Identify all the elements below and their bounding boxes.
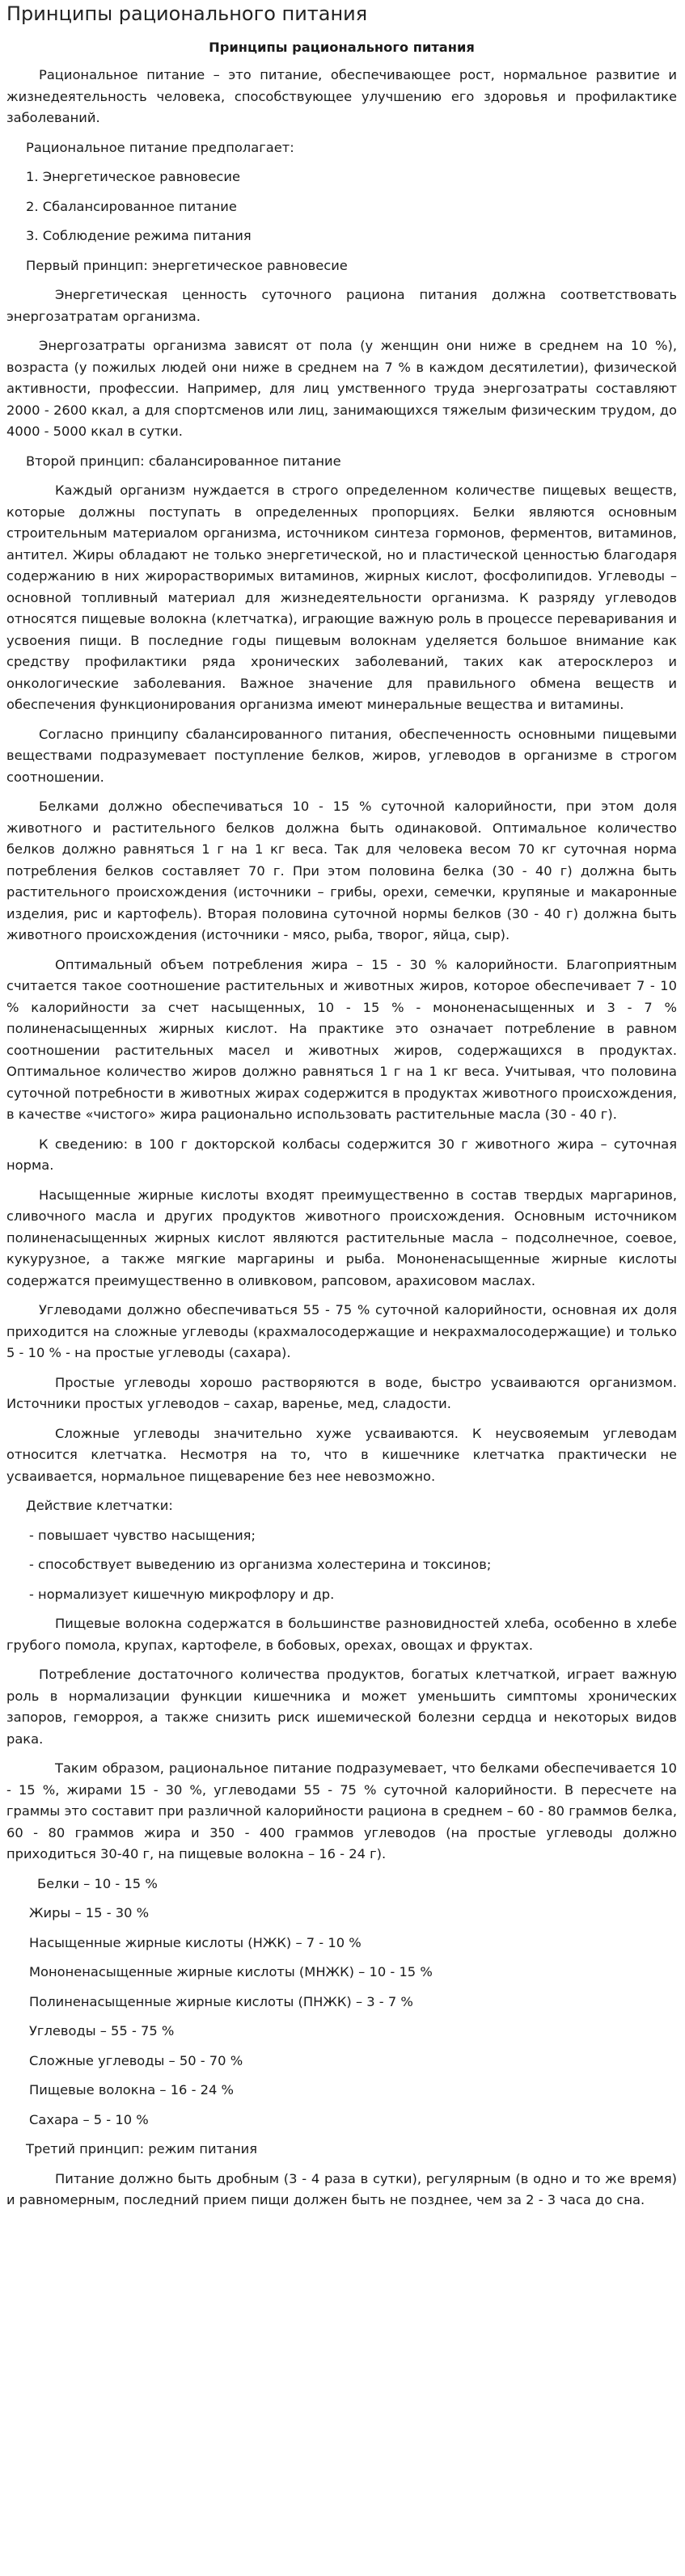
paragraph-simple-carbs: Простые углеводы хорошо растворяются в воде, быстро усваиваются организмом. Источники простых углеводов – сахар, варенье, мед, сладости. — [6, 1374, 677, 1411]
list-item-principle-2: 2. Сбалансированное питание — [26, 198, 237, 214]
paragraph-energy-costs: Энергозатраты организма зависят от пола (у женщин они ниже в среднем на 10 %), возраста (у пожилых людей они ниже в среднем на 7 % в каждом десятилетии), физической активности, профессии. Например, для лиц умственного труда энергозатраты составляют 2000 - 2600 ккал, а для спортсменов или лиц, занимающихся тяжелым физическим трудом, до 4000 - 5000 ккал в сутки. — [6, 338, 677, 439]
paragraph-complex-carbs: Сложные углеводы значительно хуже усваиваются. К неусвояемым углеводам относится клетчатка. Несмотря на то, что в кишечнике клетчатка практически не усваивается, нормальное пищеварение без нее невозможно. — [6, 1425, 677, 1484]
list-item-fiber-satiety: - повышает чувство насыщения; — [29, 1527, 256, 1543]
paragraph-fatty-acids: Насыщенные жирные кислоты входят преимущественно в состав твердых маргаринов, сливочного масла и других продуктов животного происхождения. Основным источником полиненасыщенных жирных кислот являются растительные масла – подсолнечное, соевое, кукурузное, а также мягкие маргарины и рыба. Мононенасыщенные жирные кислоты содержатся преимущественно в оливковом, рапсовом, арахисовом маслах. — [6, 1187, 677, 1288]
list-item-complex-carbs: Сложные углеводы – 50 - 70 % — [29, 2052, 243, 2068]
list-item-sugars: Сахара – 5 - 10 % — [29, 2111, 149, 2127]
paragraph-fiber-sources: Пищевые волокна содержатся в большинстве разновидностей хлеба, особенно в хлебе грубого помола, крупах, картофеле, в бобовых, орехах, овощах и фруктах. — [6, 1616, 677, 1653]
list-item-pnzhk: Полиненасыщенные жирные кислоты (ПНЖК) – 3 - 7 % — [29, 1993, 413, 2009]
paragraph-summary: Таким образом, рациональное питание подразумевает, что белками обеспечивается 10 - 15 %, жирами 15 - 30 %, углеводами 55 - 75 % суточной калорийности. В пересчете на граммы это составит при различной калорийности рациона в среднем – 60 - 80 граммов белка, 60 - 80 граммов жира и 350 - 400 граммов углеводов (на простые углеводы должно приходиться 30-40 г, на пищевые волокна – 16 - 24 г). — [6, 1760, 677, 1861]
list-item-mnzhk: Мононенасыщенные жирные кислоты (МНЖК) – 10 - 15 % — [29, 1964, 433, 1979]
article-body — [6, 65, 677, 2211]
article-title: Принципы рационального питания — [209, 40, 475, 55]
paragraph-energy-value: Энергетическая ценность суточного рациона питания должна соответствовать энергозатратам организма. — [6, 287, 677, 324]
paragraph-intro: Рациональное питание – это питание, обеспечивающее рост, нормальное развитие и жизнедеятельность человека, способствующее улучшению его здоровья и профилактике заболеваний. — [6, 67, 677, 125]
list-item-dietary-fiber: Пищевые волокна – 16 - 24 % — [29, 2082, 234, 2097]
paragraph-nutrients: Каждый организм нуждается в строго определенном количестве пищевых веществ, которые должны поступать в определенных пропорциях. Белки являются основным строительным материалом организма, источником синтеза гормонов, ферментов, витаминов, антител. Жиры обладают не только энергетической, но и пластической ценностью благодаря содержанию в них жирорастворимых витаминов, жирных кислот, фосфолипидов. Углеводы – основной топливный материал для жизнедеятельности организма. К разряду углеводов относятся пищевые волокна (клетчатка), играющие важную роль в процессе переваривания и усвоения пищи. В последние годы пищевым волокнам уделяется большое внимание как средству профилактики ряда хронических заболеваний, таких как атеросклероз и онкологические заболевания. Важное значение для правильного обмена веществ и обеспечения функционирования организма имеют минеральные вещества и витамины. — [6, 483, 677, 712]
section-heading-third-principle: Третий принцип: режим питания — [26, 2141, 258, 2157]
list-item-fiber-cholesterol: - способствует выведению из организма холестерина и токсинов; — [29, 1557, 492, 1572]
paragraph-note-sausage: К сведению: в 100 г докторской колбасы содержится 30 г животного жира – суточная норма. — [6, 1136, 677, 1173]
section-heading-second-principle: Второй принцип: сбалансированное питание — [26, 453, 341, 469]
list-item-fats: Жиры – 15 - 30 % — [29, 1905, 150, 1920]
section-heading-first-principle: Первый принцип: энергетическое равновесие — [26, 257, 348, 273]
document-title: Принципы рационального питания — [6, 2, 368, 25]
paragraph-fats: Оптимальный объем потребления жира – 15 - 30 % калорийности. Благоприятным считается такое соотношение растительных и животных жиров, которое обеспечивает 7 - 10 % калорийности за счет насыщенных, 10 - 15 % - мононенасыщенных и 3 - 7 % полиненасыщенных жирных кислот. На практике это означает потребление в равном соотношении растительных масел и животных жиров, содержащихся в продуктах. Оптимальное количество жиров должно равняться 1 г на 1 кг веса. Учитывая, что половина суточной потребности в животных жирах содержится в продуктах животного происхождения, в качестве «чистого» жира рационально использовать растительные масла (30 - 40 г). — [6, 956, 677, 1122]
list-item-principle-1: 1. Энергетическое равновесие — [26, 169, 240, 184]
paragraph-meal-regime: Питание должно быть дробным (3 - 4 раза в сутки), регулярным (в одно и то же время) и равномерным, последний прием пищи должен быть не позднее, чем за 2 - 3 часа до сна. — [6, 2170, 677, 2207]
paragraph-assumes: Рациональное питание предполагает: — [26, 139, 294, 155]
list-item-proteins: Белки – 10 - 15 % — [37, 1875, 158, 1891]
list-item-carbohydrates: Углеводы – 55 - 75 % — [29, 2023, 175, 2038]
list-item-fiber-microflora: - нормализует кишечную микрофлору и др. — [29, 1586, 335, 1602]
paragraph-balance: Согласно принципу сбалансированного питания, обеспеченность основными пищевыми веществами подразумевает поступление белков, жиров, углеводов в организме в строгом соотношении. — [6, 726, 677, 785]
paragraph-fiber-benefits: Потребление достаточного количества продуктов, богатых клетчаткой, играет важную роль в нормализации функции кишечника и может уменьшить симптомы хронических запоров, геморроя, а также снизить риск ишемической болезни сердца и некоторых видов рака. — [6, 1667, 677, 1747]
paragraph-fiber-action: Действие клетчатки: — [26, 1498, 173, 1513]
paragraph-carbohydrates: Углеводами должно обеспечиваться 55 - 75 % суточной калорийности, основная их доля приходится на сложные углеводы (крахмалосодержащие и некрахмалосодержащие) и только 5 - 10 % - на простые углеводы (сахара). — [6, 1302, 677, 1360]
paragraph-proteins: Белками должно обеспечиваться 10 - 15 % суточной калорийности, при этом доля животного и растительного белков должна быть одинаковой. Оптимальное количество белков должно равняться 1 г на 1 кг веса. Так для человека весом 70 кг суточная норма потребления белков составляет 70 г. При этом половина белка (30 - 40 г) должна быть растительного происхождения (источники – грибы, орехи, семечки, крупяные и макаронные изделия, рис и картофель). Вторая половина суточной нормы белков (30 - 40 г) должна быть животного происхождения (источники - мясо, рыба, творог, яйца, сыр). — [6, 799, 677, 942]
list-item-principle-3: 3. Соблюдение режима питания — [26, 228, 252, 243]
list-item-nzhk: Насыщенные жирные кислоты (НЖК) – 7 - 10 % — [29, 1934, 362, 1950]
